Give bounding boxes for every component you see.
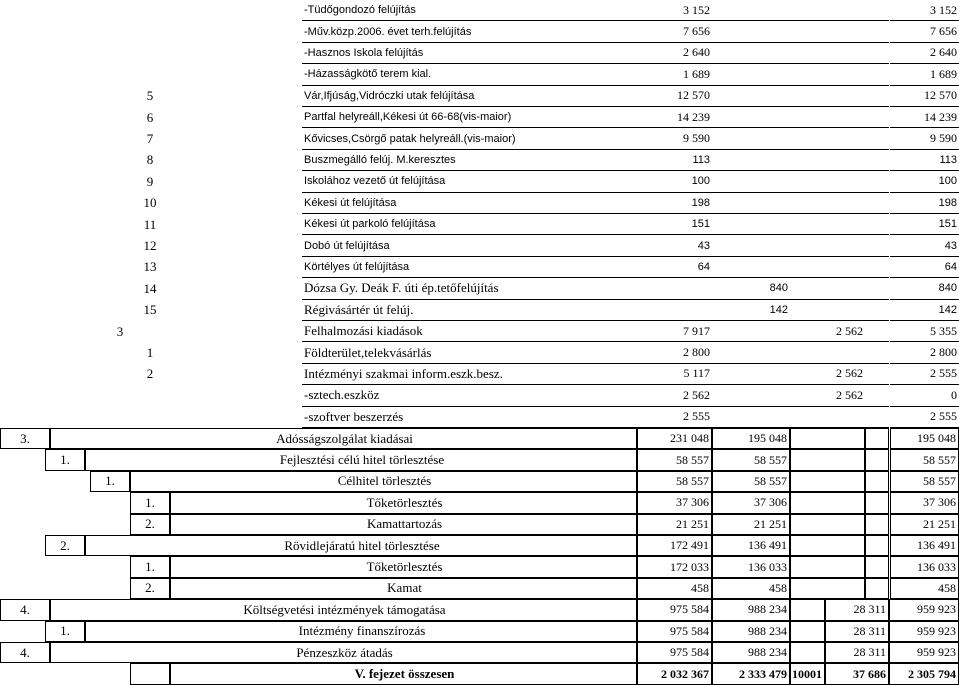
row-label: Kékesi út parkoló felújítása [302, 214, 637, 235]
row-label: Felhalmozási kiadások [302, 321, 637, 342]
value-cell [790, 621, 825, 642]
value-cell [865, 385, 889, 406]
value-cell: 14 239 [890, 107, 959, 128]
value-cell [790, 171, 865, 192]
value-cell [865, 171, 889, 192]
row-label: Dobó út felújítása [302, 235, 637, 256]
value-cell: 136 491 [890, 535, 959, 556]
row-number: 13 [143, 259, 157, 275]
row-number [130, 43, 170, 64]
value-cell [712, 86, 790, 107]
value-cell: 100 [637, 171, 712, 192]
value-cell [865, 449, 889, 470]
value-cell: 198 [890, 193, 959, 214]
row-label: Célhitel törlesztés [130, 471, 637, 492]
value-cell [712, 64, 790, 85]
value-cell [637, 278, 712, 299]
row-label: Tőketörlesztés [170, 492, 637, 513]
row-number: 2. [45, 535, 85, 556]
value-cell: 43 [890, 235, 959, 256]
row-number: 14 [143, 280, 157, 296]
value-cell: 172 033 [637, 556, 712, 577]
row-label: Intézményi szakmai inform.eszk.besz. [302, 364, 637, 385]
row-label: -Tüdőgondozó felújítás [302, 0, 637, 21]
value-cell: 113 [890, 150, 959, 171]
row-label: Buszmegálló felúj. M.keresztes [302, 150, 637, 171]
row-label: Költségvetési intézmények támogatása [50, 599, 637, 620]
value-cell: 64 [637, 257, 712, 278]
row-number [130, 21, 170, 42]
value-cell [865, 300, 889, 321]
row-label: Partfal helyreáll,Kékesi út 66-68(vis-maior) [302, 107, 637, 128]
row-number: 2. [130, 514, 170, 535]
value-cell: 1 689 [890, 64, 959, 85]
table-row [0, 193, 959, 214]
value-cell: 2 555 [890, 364, 959, 385]
row-number: 1. [45, 621, 85, 642]
value-cell [712, 150, 790, 171]
value-cell [790, 514, 865, 535]
row-label: -Műv.közp.2006. évet terh.felújítás [302, 21, 637, 42]
value-cell [790, 278, 865, 299]
value-cell: 5 355 [890, 321, 959, 342]
value-cell: 10001 [790, 663, 825, 684]
value-cell: 840 [890, 278, 959, 299]
value-cell: 3 152 [890, 0, 959, 21]
value-cell [865, 235, 889, 256]
value-cell: 7 656 [637, 21, 712, 42]
value-cell: 2 562 [790, 364, 865, 385]
value-cell [712, 0, 790, 21]
value-cell: 37 306 [890, 492, 959, 513]
value-cell: 2 800 [890, 342, 959, 363]
value-cell: 2 562 [790, 321, 865, 342]
row-label: Földterület,telekvásárlás [302, 342, 637, 363]
value-cell: 975 584 [637, 621, 712, 642]
table-row [0, 385, 959, 406]
table-row [0, 621, 959, 642]
value-cell [865, 86, 889, 107]
value-cell [865, 257, 889, 278]
row-number: 2. [130, 578, 170, 599]
row-number [130, 0, 170, 21]
value-cell [865, 0, 889, 21]
value-cell [865, 578, 889, 599]
value-cell: 988 234 [712, 642, 790, 663]
value-cell [790, 556, 865, 577]
value-cell [865, 278, 889, 299]
table-row [0, 0, 959, 21]
row-number: 2 [146, 366, 154, 382]
table-row [0, 300, 959, 321]
value-cell: 458 [712, 578, 790, 599]
row-label: Iskolához vezető út felújítása [302, 171, 637, 192]
value-cell [712, 43, 790, 64]
table-row [0, 599, 959, 620]
value-cell [865, 342, 889, 363]
value-cell: 21 251 [637, 514, 712, 535]
value-cell: 458 [637, 578, 712, 599]
value-cell: 2 333 479 [712, 663, 790, 684]
value-cell [865, 492, 889, 513]
value-cell [865, 64, 889, 85]
value-cell: 2 032 367 [637, 663, 712, 684]
row-label: Vár,Ifjúság,Vidróczki utak felújítása [302, 86, 637, 107]
table-row [0, 235, 959, 256]
value-cell [712, 107, 790, 128]
value-cell: 28 311 [825, 621, 889, 642]
table-row [0, 150, 959, 171]
value-cell: 959 923 [889, 642, 959, 663]
row-number [130, 64, 170, 85]
value-cell: 21 251 [890, 514, 959, 535]
row-number [130, 385, 170, 406]
value-cell [865, 150, 889, 171]
value-cell: 2 555 [637, 407, 712, 428]
row-number: 3. [0, 428, 50, 449]
table-row [0, 535, 959, 556]
row-label: Körtélyes út felújítása [302, 257, 637, 278]
value-cell: 2 800 [637, 342, 712, 363]
table-row [0, 407, 959, 428]
value-cell: 195 048 [890, 428, 959, 449]
value-cell: 100 [890, 171, 959, 192]
row-number [130, 407, 170, 428]
value-cell: 151 [637, 214, 712, 235]
value-cell [790, 107, 865, 128]
value-cell: 988 234 [712, 621, 790, 642]
value-cell [790, 535, 865, 556]
value-cell [865, 556, 889, 577]
row-number: 7 [146, 131, 154, 147]
value-cell: 142 [890, 300, 959, 321]
value-cell: 136 033 [890, 556, 959, 577]
value-cell: 9 590 [637, 128, 712, 149]
value-cell: 136 491 [712, 535, 790, 556]
value-cell [865, 471, 889, 492]
row-label: -sztech.eszköz [302, 385, 637, 406]
value-cell [865, 535, 889, 556]
value-cell: 959 923 [889, 599, 959, 620]
row-label: Pénzeszköz átadás [50, 642, 637, 663]
value-cell: 7 656 [890, 21, 959, 42]
row-label: Régivásártér út felúj. [302, 300, 637, 321]
value-cell [712, 193, 790, 214]
value-cell: 1 689 [637, 64, 712, 85]
value-cell: 113 [637, 150, 712, 171]
value-cell: 58 557 [712, 449, 790, 470]
row-number: 1. [90, 471, 130, 492]
row-label: Intézmény finanszírozás [85, 621, 637, 642]
value-cell [712, 407, 790, 428]
value-cell [865, 107, 889, 128]
row-number: 1 [146, 345, 154, 361]
value-cell: 2 640 [890, 43, 959, 64]
row-label: V. fejezet összesen [170, 663, 637, 684]
value-cell [865, 407, 889, 428]
value-cell [790, 214, 865, 235]
row-number: 1. [130, 492, 170, 513]
value-cell [790, 235, 865, 256]
value-cell [790, 21, 865, 42]
row-number: 9 [146, 173, 154, 189]
row-label: Tőketörlesztés [170, 556, 637, 577]
value-cell: 172 491 [637, 535, 712, 556]
table-row [0, 128, 959, 149]
value-cell: 58 557 [890, 471, 959, 492]
value-cell [790, 300, 865, 321]
value-cell [790, 342, 865, 363]
row-number: 1. [130, 556, 170, 577]
value-cell: 988 234 [712, 599, 790, 620]
value-cell: 2 562 [637, 385, 712, 406]
row-number: 11 [143, 216, 157, 232]
value-cell: 58 557 [712, 471, 790, 492]
value-cell [790, 193, 865, 214]
table-row [0, 642, 959, 663]
value-cell [865, 514, 889, 535]
row-number: 8 [146, 152, 154, 168]
row-label: -szoftver beszerzés [302, 407, 637, 428]
row-number: 10 [143, 195, 157, 211]
row-number: 1. [45, 449, 85, 470]
row-number: 6 [146, 109, 154, 125]
value-cell: 458 [890, 578, 959, 599]
row-label: -Hasznos Iskola felújítás [302, 43, 637, 64]
value-cell [865, 428, 889, 449]
value-cell [865, 21, 889, 42]
value-cell: 195 048 [712, 428, 790, 449]
table-row [0, 214, 959, 235]
value-cell: 975 584 [637, 642, 712, 663]
value-cell [790, 471, 865, 492]
row-label: Kamattartozás [170, 514, 637, 535]
value-cell: 9 590 [890, 128, 959, 149]
row-number: 4. [0, 599, 50, 620]
value-cell: 2 562 [790, 385, 865, 406]
value-cell [712, 321, 790, 342]
row-number: 5 [146, 88, 154, 104]
table-row [0, 257, 959, 278]
table-row [0, 171, 959, 192]
table-row [0, 364, 959, 385]
value-cell [790, 492, 865, 513]
row-label: Adósságszolgálat kiadásai [50, 428, 637, 449]
value-cell [712, 342, 790, 363]
row-number: 15 [143, 302, 157, 318]
value-cell [790, 578, 865, 599]
row-label: Rövidlejáratú hitel törlesztése [85, 535, 637, 556]
value-cell [712, 171, 790, 192]
value-cell [790, 449, 865, 470]
value-cell [865, 214, 889, 235]
value-cell: 12 570 [637, 86, 712, 107]
table-row [0, 342, 959, 363]
value-cell [790, 599, 825, 620]
value-cell [790, 128, 865, 149]
value-cell: 2 555 [890, 407, 959, 428]
row-label: Kővicses,Csörgő patak helyreáll.(vis-maior) [302, 128, 637, 149]
value-cell: 58 557 [637, 449, 712, 470]
value-cell [712, 364, 790, 385]
value-cell [790, 43, 865, 64]
value-cell [790, 642, 825, 663]
value-cell: 840 [712, 278, 790, 299]
row-number: 4. [0, 642, 50, 663]
value-cell: 37 306 [637, 492, 712, 513]
value-cell: 136 033 [712, 556, 790, 577]
value-cell [712, 235, 790, 256]
value-cell: 2 640 [637, 43, 712, 64]
table-row [0, 449, 959, 470]
value-cell [865, 364, 889, 385]
value-cell: 12 570 [890, 86, 959, 107]
value-cell [712, 257, 790, 278]
value-cell: 142 [712, 300, 790, 321]
row-number: 3 [116, 323, 124, 339]
value-cell: 151 [890, 214, 959, 235]
row-label: Kékesi út felújítása [302, 193, 637, 214]
table-row [0, 492, 959, 513]
table-row [0, 43, 959, 64]
value-cell [790, 86, 865, 107]
value-cell [790, 0, 865, 21]
table-row [0, 321, 959, 342]
value-cell: 43 [637, 235, 712, 256]
value-cell [865, 321, 889, 342]
value-cell: 5 117 [637, 364, 712, 385]
row-number [130, 663, 170, 684]
table-row [0, 428, 959, 449]
row-number: 12 [143, 238, 157, 254]
value-cell: 975 584 [637, 599, 712, 620]
value-cell [790, 64, 865, 85]
value-cell: 7 917 [637, 321, 712, 342]
value-cell: 959 923 [889, 621, 959, 642]
value-cell: 58 557 [890, 449, 959, 470]
value-cell: 28 311 [825, 642, 889, 663]
table-row [0, 64, 959, 85]
value-cell: 37 306 [712, 492, 790, 513]
value-cell: 64 [890, 257, 959, 278]
value-cell: 37 686 [825, 663, 889, 684]
table-row [0, 556, 959, 577]
value-cell: 231 048 [637, 428, 712, 449]
row-label: Fejlesztési célú hitel törlesztése [85, 449, 637, 470]
value-cell: 2 305 794 [889, 663, 959, 684]
value-cell: 198 [637, 193, 712, 214]
table-row [0, 578, 959, 599]
value-cell [865, 128, 889, 149]
table-row [0, 21, 959, 42]
table-row [0, 278, 959, 299]
table-row [0, 663, 959, 684]
table-row [0, 514, 959, 535]
table-row [0, 86, 959, 107]
value-cell [790, 257, 865, 278]
value-cell: 0 [890, 385, 959, 406]
value-cell: 14 239 [637, 107, 712, 128]
value-cell [865, 43, 889, 64]
row-label: Kamat [170, 578, 637, 599]
value-cell [790, 407, 865, 428]
value-cell [865, 193, 889, 214]
value-cell [637, 300, 712, 321]
value-cell: 21 251 [712, 514, 790, 535]
value-cell: 58 557 [637, 471, 712, 492]
value-cell [712, 385, 790, 406]
table-row [0, 107, 959, 128]
value-cell [712, 21, 790, 42]
value-cell [712, 128, 790, 149]
row-label: -Házasságkötő terem kial. [302, 64, 637, 85]
value-cell [790, 150, 865, 171]
table-row [0, 471, 959, 492]
value-cell [712, 214, 790, 235]
value-cell: 3 152 [637, 0, 712, 21]
value-cell [790, 428, 865, 449]
value-cell: 28 311 [825, 599, 889, 620]
row-label: Dózsa Gy. Deák F. úti ép.tetőfelújítás [302, 278, 637, 299]
